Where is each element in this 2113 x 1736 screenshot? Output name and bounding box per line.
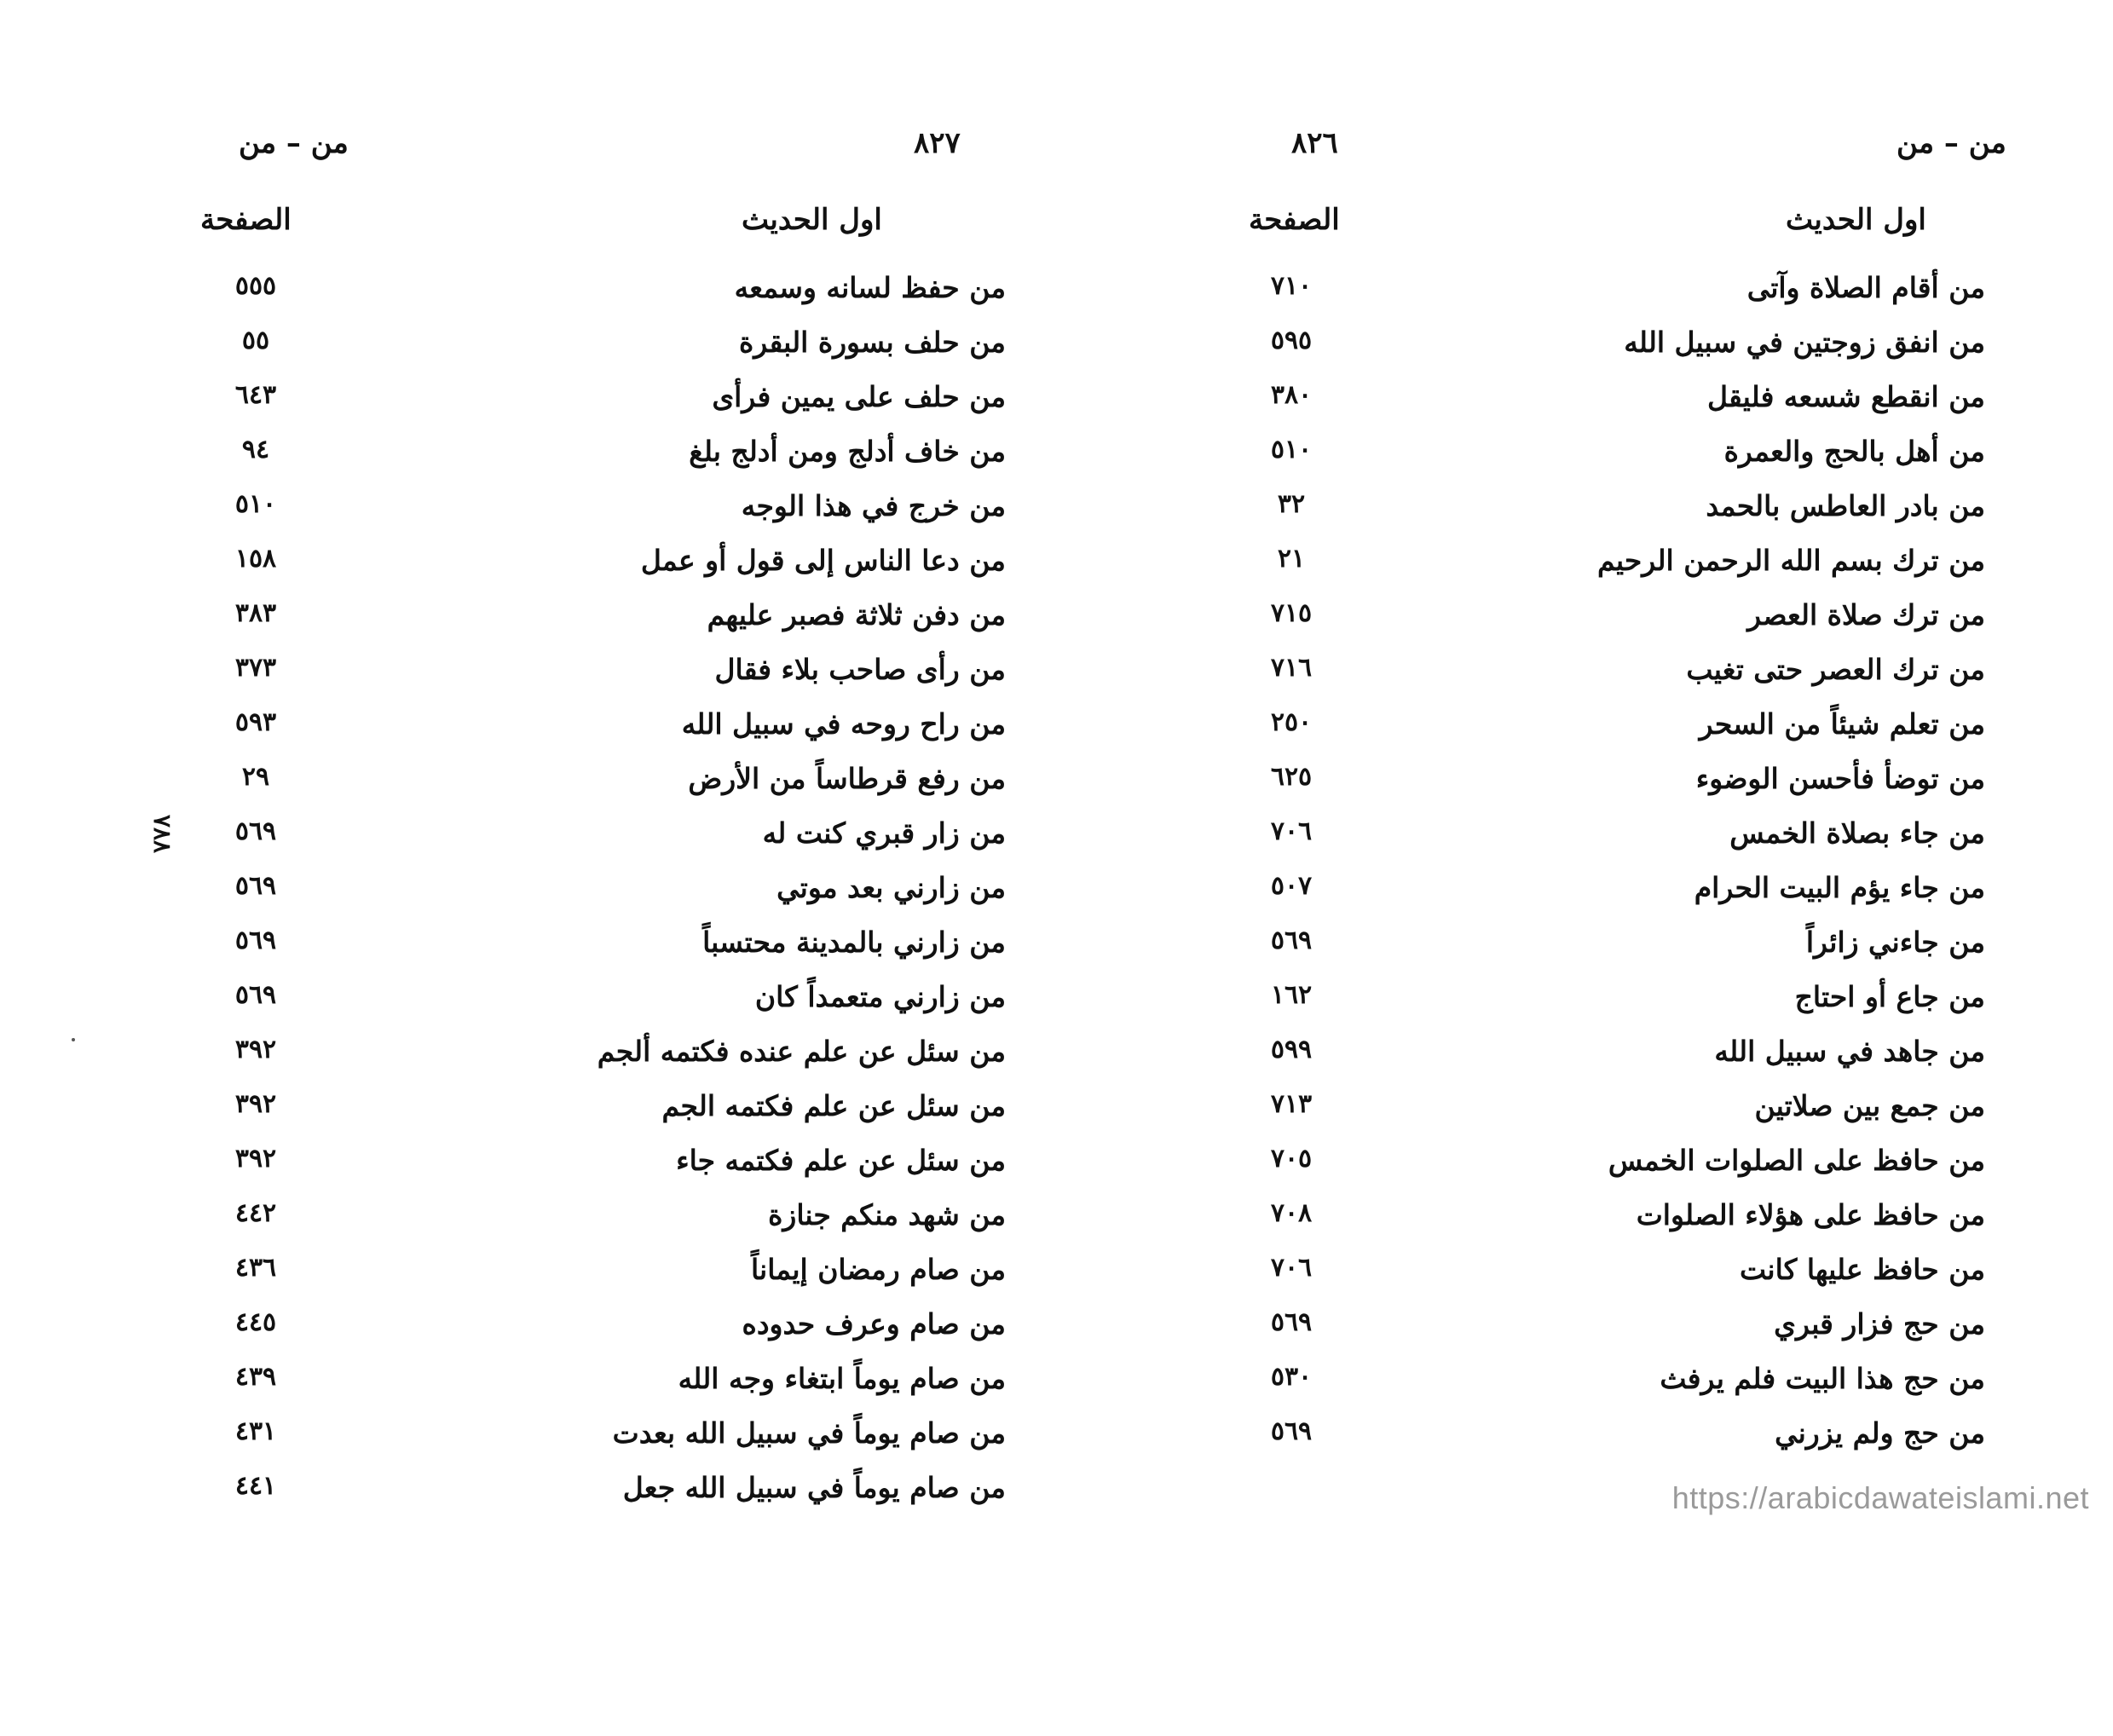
hadith-incipit: من دعا الناس إلى قول أو عمل <box>640 544 1006 577</box>
list-item <box>0 762 1057 816</box>
running-head: من – من <box>239 126 349 160</box>
page-ref: ٧١٠ <box>1270 271 1313 301</box>
page-ref: ٧٠٨ <box>1270 1198 1313 1228</box>
hadith-incipit: من سئل عن علم فكتمه الجم <box>661 1089 1006 1122</box>
list-item <box>0 1198 1057 1253</box>
hadith-incipit: من زار قبري كنت له <box>762 816 1006 850</box>
page-number: ٨٢٦ <box>1291 126 1338 160</box>
hadith-incipit: من سئل عن علم فكتمه جاء <box>676 1144 1006 1177</box>
page-ref: ٢١ <box>1277 544 1306 574</box>
hadith-incipit: من حافظ على هؤلاء الصلوات <box>1636 1198 1985 1231</box>
hadith-incipit: من حلف على يمين فرأى <box>712 380 1006 413</box>
hadith-incipit: من ترك صلاة العصر <box>1747 598 1985 632</box>
page-ref: ٤٣١ <box>234 1416 277 1446</box>
page-ref: ٥١٠ <box>234 489 277 519</box>
page-number: ٨٢٧ <box>914 126 961 160</box>
list-item <box>1057 762 2113 816</box>
list-item <box>0 816 1057 871</box>
list-item <box>0 489 1057 544</box>
list-item <box>1057 1198 2113 1253</box>
list-item <box>0 653 1057 707</box>
list-item <box>0 1035 1057 1089</box>
hadith-incipit: من زارني متعمداً كان <box>754 980 1006 1013</box>
page-ref: ٧٠٥ <box>1270 1144 1313 1174</box>
hadith-incipit: من سئل عن علم عنده فكتمه ألجم <box>597 1035 1006 1068</box>
page-ref: ٣٩٢ <box>234 1035 277 1064</box>
list-item <box>1057 326 2113 380</box>
page-ref: ٣٩٢ <box>234 1089 277 1119</box>
right-page <box>1057 0 2113 1533</box>
hadith-incipit: من تعلم شيئاً من السحر <box>1699 707 1985 741</box>
hadith-incipit: من حج ولم يزرني <box>1775 1416 1985 1450</box>
hadith-incipit: من حلف بسورة البقرة <box>738 326 1006 359</box>
list-item <box>0 1307 1057 1362</box>
page-ref: ٥٦٩ <box>1270 926 1313 955</box>
hadith-incipit: من صام يوماً في سبيل الله بعدت <box>612 1416 1006 1450</box>
column-header-hadith: اول الحديث <box>742 203 882 237</box>
left-page <box>0 0 1057 1533</box>
hadith-incipit: من صام يوماً في سبيل الله جعل <box>622 1471 1006 1504</box>
hadith-incipit: من جاهد في سبيل الله <box>1714 1035 1985 1068</box>
list-item <box>0 1471 1057 1525</box>
list-item <box>1057 1035 2113 1089</box>
hadith-incipit: من راح روحه في سبيل الله <box>681 707 1006 741</box>
list-item <box>0 1144 1057 1198</box>
list-item <box>1057 1253 2113 1307</box>
page-ref: ٣٩٢ <box>234 1144 277 1174</box>
hadith-incipit: من جمع بين صلاتين <box>1754 1089 1985 1122</box>
page-ref: ١٦٢ <box>1270 980 1313 1010</box>
page-ref: ٥٥٥ <box>234 271 277 301</box>
hadith-incipit: من ترك بسم الله الرحمن الرحيم <box>1596 544 1985 577</box>
list-item <box>1057 1362 2113 1416</box>
margin-note: ٧٨٨ <box>148 814 177 854</box>
scan-speck <box>72 1038 75 1041</box>
page-ref: ٦٢٥ <box>1270 762 1313 792</box>
hadith-index-list <box>1057 271 2113 1471</box>
page-ref: ٧٠٦ <box>1270 816 1313 846</box>
hadith-incipit: من جاء بصلاة الخمس <box>1729 816 1985 850</box>
page-ref: ٤٤١ <box>234 1471 277 1501</box>
page-ref: ٥٥ <box>241 326 270 355</box>
page-ref: ٥٦٩ <box>1270 1416 1313 1446</box>
hadith-incipit: من حج فزار قبري <box>1774 1307 1985 1341</box>
page-ref: ٧١٣ <box>1270 1089 1313 1119</box>
hadith-index-list <box>0 271 1057 1525</box>
page-ref: ٣٨٠ <box>1270 380 1313 410</box>
page-ref: ٣٨٣ <box>234 598 277 628</box>
hadith-incipit: من رأى صاحب بلاء فقال <box>714 653 1006 686</box>
list-item <box>1057 598 2113 653</box>
list-item <box>0 1362 1057 1416</box>
hadith-incipit: من جاء يؤم البيت الحرام <box>1694 871 1985 904</box>
list-item <box>1057 707 2113 762</box>
list-item <box>1057 271 2113 326</box>
hadith-incipit: من خرج في هذا الوجه <box>741 489 1006 522</box>
page-ref: ٦٤٣ <box>234 380 277 410</box>
list-item <box>1057 653 2113 707</box>
hadith-incipit: من خاف أدلج ومن أدلج بلغ <box>689 435 1006 468</box>
list-item <box>1057 544 2113 598</box>
hadith-incipit: من صام وعرف حدوده <box>742 1307 1006 1341</box>
list-item <box>0 926 1057 980</box>
list-item <box>1057 489 2113 544</box>
page-ref: ٧١٥ <box>1270 598 1313 628</box>
list-item <box>0 598 1057 653</box>
page-ref: ٥٣٠ <box>1270 1362 1313 1392</box>
page-ref: ٩٤ <box>241 435 270 464</box>
list-item <box>0 544 1057 598</box>
list-item <box>1057 1307 2113 1362</box>
page-ref: ٤٤٢ <box>234 1198 277 1228</box>
list-item <box>1057 1089 2113 1144</box>
hadith-incipit: من حافظ على الصلوات الخمس <box>1608 1144 1985 1177</box>
page-ref: ٤٤٥ <box>234 1307 277 1337</box>
running-head: من – من <box>1897 126 2006 160</box>
hadith-incipit: من انقطع شسعه فليقل <box>1707 380 1985 413</box>
page-ref: ٥٦٩ <box>234 816 277 846</box>
page-ref: ٥٦٩ <box>234 980 277 1010</box>
page-ref: ٣٧٣ <box>234 653 277 683</box>
column-header-page: الصفحة <box>200 203 292 237</box>
hadith-incipit: من أهل بالحج والعمرة <box>1723 435 1985 468</box>
hadith-incipit: من ترك العصر حتى تغيب <box>1686 653 1985 686</box>
page-ref: ٥٦٩ <box>234 871 277 901</box>
page-ref: ٤٣٦ <box>234 1253 277 1283</box>
hadith-incipit: من زارني بعد موتي <box>776 871 1006 904</box>
page-ref: ٧٠٦ <box>1270 1253 1313 1283</box>
list-item <box>0 707 1057 762</box>
list-item <box>1057 1416 2113 1471</box>
page-ref: ٢٩ <box>241 762 270 792</box>
hadith-incipit: من شهد منكم جنازة <box>768 1198 1006 1231</box>
list-item <box>1057 1144 2113 1198</box>
list-item <box>0 1416 1057 1471</box>
list-item <box>0 380 1057 435</box>
list-item <box>1057 926 2113 980</box>
page-ref: ٥١٠ <box>1270 435 1313 464</box>
page-ref: ٥٩٥ <box>1270 326 1313 355</box>
hadith-incipit: من حافظ عليها كانت <box>1739 1253 1985 1286</box>
hadith-incipit: من رفع قرطاساً من الأرض <box>688 762 1006 795</box>
hadith-incipit: من زارني بالمدينة محتسباً <box>702 926 1006 959</box>
list-item <box>1057 435 2113 489</box>
list-item <box>1057 871 2113 926</box>
page-ref: ١٥٨ <box>234 544 277 574</box>
hadith-incipit: من صام رمضان إيماناً <box>750 1253 1006 1286</box>
page-ref: ٣٢ <box>1277 489 1306 519</box>
list-item <box>0 871 1057 926</box>
list-item <box>0 980 1057 1035</box>
list-item <box>1057 816 2113 871</box>
page-ref: ٥٦٩ <box>1270 1307 1313 1337</box>
list-item <box>0 271 1057 326</box>
list-item <box>0 326 1057 380</box>
list-item <box>1057 380 2113 435</box>
hadith-incipit: من انفق زوجتين في سبيل الله <box>1624 326 1985 359</box>
list-item <box>0 1253 1057 1307</box>
column-header-hadith: اول الحديث <box>1786 203 1926 237</box>
page-ref: ٥٦٩ <box>234 926 277 955</box>
hadith-incipit: من جاءني زائراً <box>1805 926 1985 959</box>
page-ref: ٥٩٩ <box>1270 1035 1313 1064</box>
page-ref: ٢٥٠ <box>1270 707 1313 737</box>
hadith-incipit: من دفن ثلاثة فصبر عليهم <box>707 598 1006 632</box>
hadith-incipit: من أقام الصلاة وآتى <box>1746 271 1985 304</box>
hadith-incipit: من جاع أو احتاج <box>1794 980 1985 1013</box>
hadith-incipit: من بادر العاطس بالحمد <box>1706 489 1985 522</box>
watermark-url: https://arabicdawateislami.net <box>1671 1480 2089 1515</box>
page-ref: ٥٩٣ <box>234 707 277 737</box>
list-item <box>0 1089 1057 1144</box>
page-ref: ٥٠٧ <box>1270 871 1313 901</box>
list-item <box>0 435 1057 489</box>
page-ref: ٧١٦ <box>1270 653 1313 683</box>
column-header-page: الصفحة <box>1249 203 1340 237</box>
list-item <box>1057 980 2113 1035</box>
hadith-incipit: من حج هذا البيت فلم يرفث <box>1660 1362 1985 1395</box>
hadith-incipit: من صام يوماً ابتغاء وجه الله <box>678 1362 1006 1395</box>
page-ref: ٤٣٩ <box>234 1362 277 1392</box>
hadith-incipit: من حفظ لسانه وسمعه <box>734 271 1006 304</box>
hadith-incipit: من توضأ فأحسن الوضوء <box>1695 762 1985 795</box>
